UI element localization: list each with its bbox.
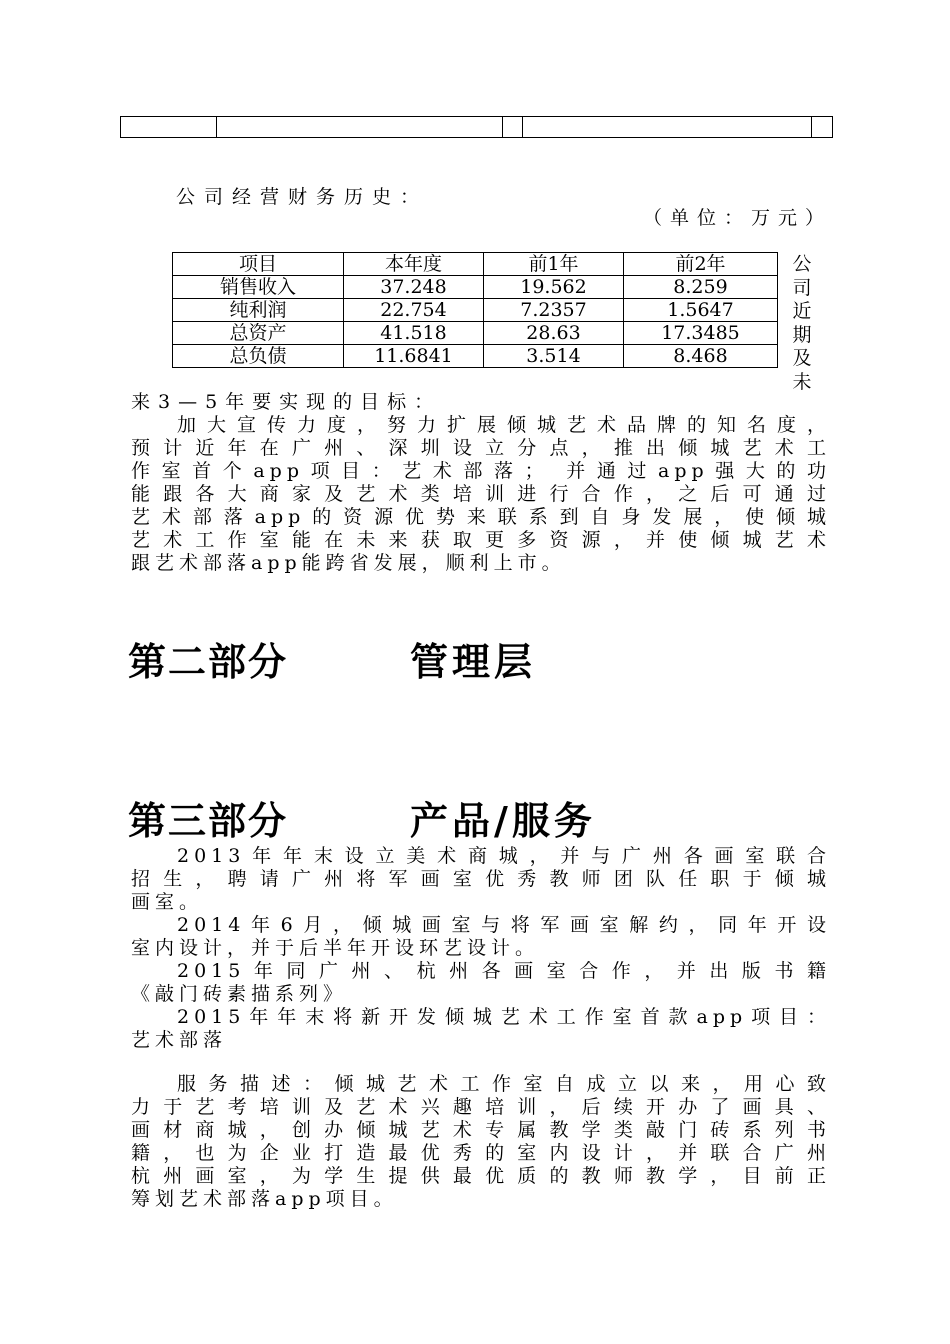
previous-table-row xyxy=(120,116,833,138)
header-cell: 本年度 xyxy=(344,253,484,276)
section-2-heading xyxy=(128,640,536,684)
section-2-part: 第二部分 xyxy=(128,640,289,684)
table-cell: 1.5647 xyxy=(624,299,778,322)
table-cell: 17.3485 xyxy=(624,322,778,345)
section-3-title: 产品/服务 xyxy=(410,799,596,843)
table-cell: 11.6841 xyxy=(344,345,484,368)
table-row xyxy=(173,345,778,368)
unit-note: （单位：万元） xyxy=(642,207,832,229)
table-cell: 销售收入 xyxy=(173,276,344,299)
header-cell: 项目 xyxy=(173,253,344,276)
goals-paragraph: 加大宣传力度，努力扩展倾城艺术品牌的知名度， 预计近年在广州、深圳设立分点，推出倾城艺术工 作室首个app项目：艺术部落； 并通过app强大的功 能跟各大商家及艺术类培训进行合作，之后可通过 艺术部落app的资源优势来联系到自身发展，使倾城 艺术工作室能在未来获取更多资源，并使倾城艺术 跟艺术部落app能跨省发展，顺利上市。 xyxy=(131,414,831,574)
table-cell xyxy=(523,117,812,138)
table-cell xyxy=(121,117,217,138)
table-row xyxy=(173,276,778,299)
table-cell: 纯利润 xyxy=(173,299,344,322)
table-cell: 19.562 xyxy=(484,276,624,299)
service-paragraph: 服务描述：倾城艺术工作室自成立以来，用心致 力于艺考培训及艺术兴趣培训，后续开办了画具、 画材商城，创办倾城艺术专属教学类敲门砖系列书 籍，也为企业打造最优秀的室内设计，并联合广州 杭州画室，为学生提供最优质的教师教学，目前正 筹划艺术部落app项目。 xyxy=(131,1073,831,1210)
header-cell: 前1年 xyxy=(484,253,624,276)
section-3-part: 第三部分 xyxy=(128,799,289,843)
history-paragraph: 2013年年末设立美术商城，并与广州各画室联合 招生，聘请广州将军画室优秀教师团队任职于倾城 画室。 2014年6月，倾城画室与将军画室解约，同年开设 室内设计，并于后半年开设环艺设计。 2015年同广州、杭州各画室合作，并出版书籍 《敲门砖素描系列》 2015年年末将新开发倾城艺术工作室首款app项目： 艺术部落 xyxy=(131,845,831,1051)
table-header-row xyxy=(173,253,778,276)
header-cell: 前2年 xyxy=(624,253,778,276)
table-cell: 41.518 xyxy=(344,322,484,345)
goal-title: 来3—5年要实现的目标： xyxy=(131,391,442,413)
section-2-title: 管理层 xyxy=(410,640,537,684)
finance-table xyxy=(172,252,778,368)
table-cell: 3.514 xyxy=(484,345,624,368)
table-cell: 8.259 xyxy=(624,276,778,299)
table-cell: 总资产 xyxy=(173,322,344,345)
table-cell xyxy=(217,117,503,138)
table-cell: 28.63 xyxy=(484,322,624,345)
table-cell xyxy=(812,117,833,138)
table-row xyxy=(173,299,778,322)
table-cell: 8.468 xyxy=(624,345,778,368)
table-cell: 7.2357 xyxy=(484,299,624,322)
table-cell: 总负债 xyxy=(173,345,344,368)
table-cell: 37.248 xyxy=(344,276,484,299)
table-cell: 22.754 xyxy=(344,299,484,322)
table-row xyxy=(173,322,778,345)
section-3-heading xyxy=(128,799,596,843)
finance-history-title: 公司经营财务历史： xyxy=(176,186,429,208)
side-vertical-text: 公 司 近 期 及 未 xyxy=(792,253,812,393)
table-cell xyxy=(503,117,523,138)
